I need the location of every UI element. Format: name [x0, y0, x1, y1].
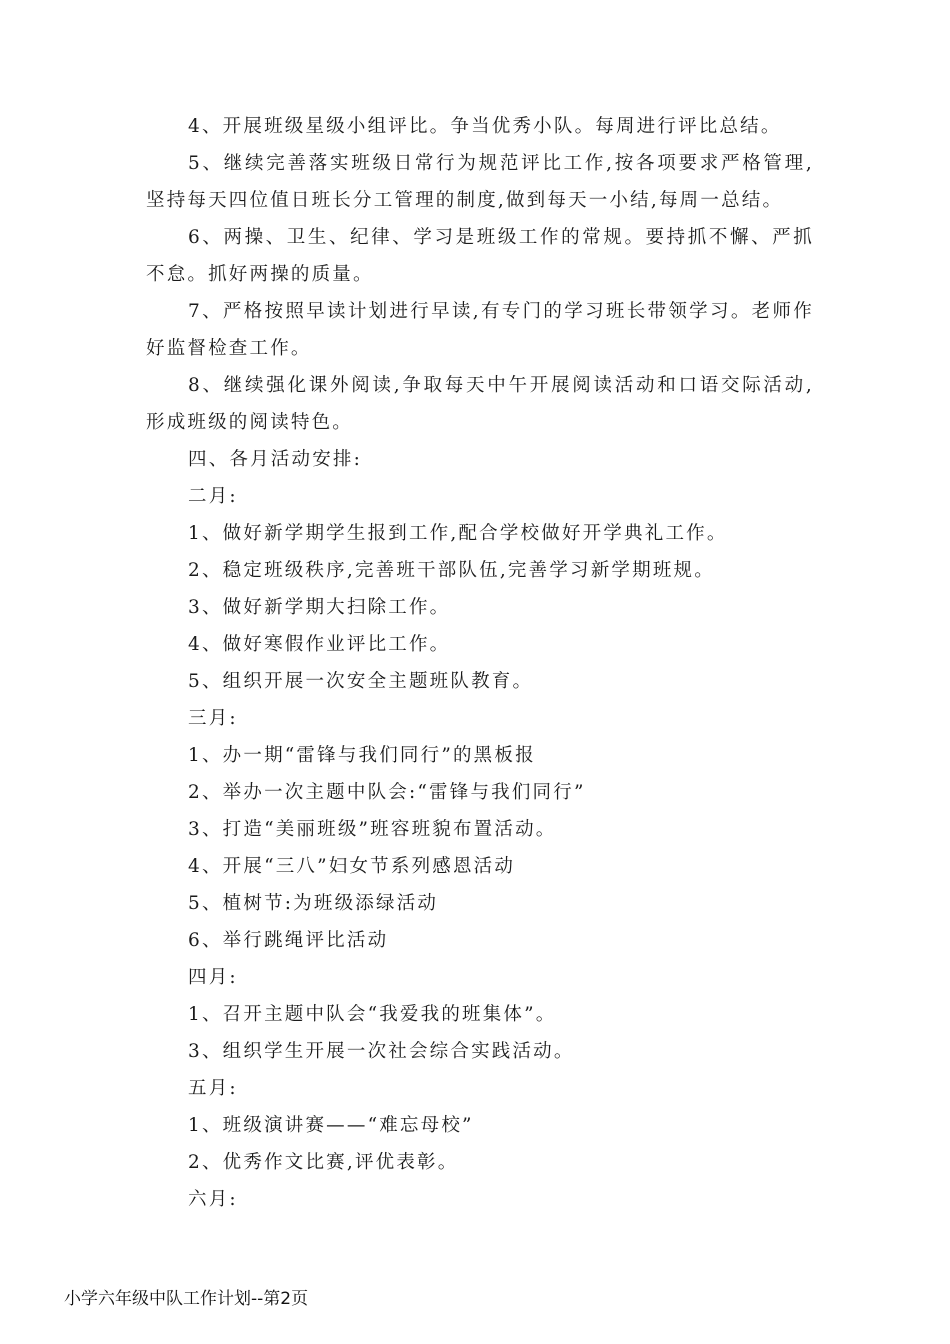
paragraph-item-4: 4、开展班级星级小组评比。争当优秀小队。每周进行评比总结。	[188, 116, 782, 137]
list-item: 5、植树节:为班级添绿活动	[188, 893, 439, 914]
list-item: 3、打造“美丽班级”班容班貌布置活动。	[188, 819, 557, 840]
month-label-feb: 二月:	[188, 486, 238, 507]
paragraph-item-7: 7、严格按照早读计划进行早读,有专门的学习班长带领学习。老师作好监督检查工作。	[146, 301, 814, 359]
list-item: 1、做好新学期学生报到工作,配合学校做好开学典礼工作。	[188, 523, 728, 544]
page-footer: 小学六年级中队工作计划--第2页	[64, 1289, 309, 1309]
list-item: 4、开展“三八”妇女节系列感恩活动	[188, 856, 516, 877]
section-heading: 四、各月活动安排:	[188, 449, 363, 470]
list-item: 6、举行跳绳评比活动	[188, 930, 389, 951]
month-label-may: 五月:	[188, 1078, 238, 1099]
list-item: 5、组织开展一次安全主题班队教育。	[188, 671, 534, 692]
list-item: 1、班级演讲赛——“难忘母校”	[188, 1115, 474, 1136]
paragraph-item-6: 6、两操、卫生、纪律、学习是班级工作的常规。要持抓不懈、严抓不怠。抓好两操的质量。	[146, 227, 814, 285]
list-item: 3、组织学生开展一次社会综合实践活动。	[188, 1041, 575, 1062]
list-item: 2、稳定班级秩序,完善班干部队伍,完善学习新学期班规。	[188, 560, 715, 581]
list-item: 1、召开主题中队会“我爱我的班集体”。	[188, 1004, 557, 1025]
document-body	[146, 108, 814, 1218]
month-label-mar: 三月:	[188, 708, 238, 729]
list-item: 1、办一期“雷锋与我们同行”的黑板报	[188, 745, 536, 766]
paragraph-item-5: 5、继续完善落实班级日常行为规范评比工作,按各项要求严格管理,坚持每天四位值日班长分工管理的制度,做到每天一小结,每周一总结。	[146, 153, 814, 211]
list-item: 3、做好新学期大扫除工作。	[188, 597, 451, 618]
month-label-apr: 四月:	[188, 967, 238, 988]
paragraph-item-8: 8、继续强化课外阅读,争取每天中午开展阅读活动和口语交际活动,形成班级的阅读特色。	[146, 375, 814, 433]
list-item: 2、举办一次主题中队会:“雷锋与我们同行”	[188, 782, 586, 803]
list-item: 2、优秀作文比赛,评优表彰。	[188, 1152, 459, 1173]
list-item: 4、做好寒假作业评比工作。	[188, 634, 451, 655]
month-label-jun: 六月:	[188, 1189, 238, 1210]
